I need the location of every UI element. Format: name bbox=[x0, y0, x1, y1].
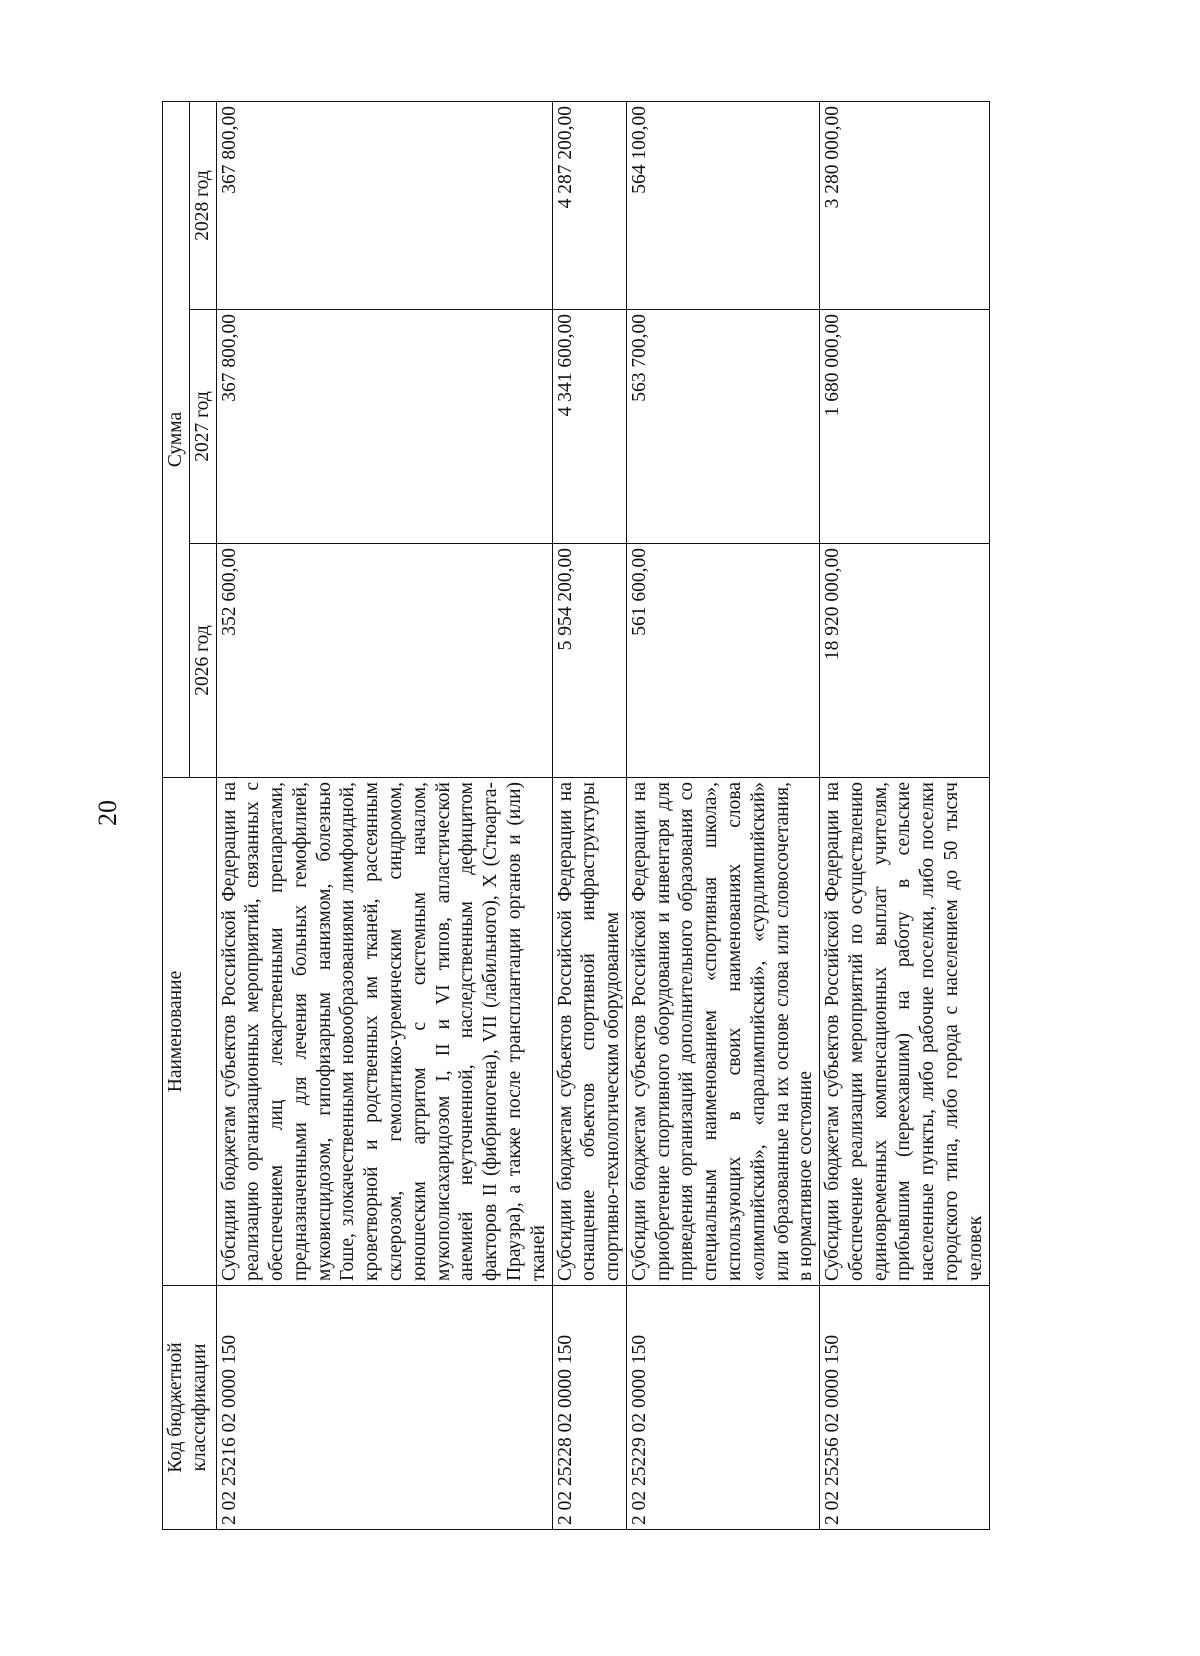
row-name: Субсидии бюджетам субъектов Российской Федерации на оснащение объектов спортивной инфраструктуры спортивно-технологическим оборудованием bbox=[552, 778, 626, 1286]
row-amount-2027: 4 341 600,00 bbox=[552, 310, 626, 544]
row-amount-2026: 352 600,00 bbox=[216, 544, 552, 778]
column-header-year-2026: 2026 год bbox=[189, 544, 216, 778]
row-amount-2027: 1 680 000,00 bbox=[820, 310, 989, 544]
table-row bbox=[626, 102, 819, 1530]
column-header-sum: Сумма bbox=[163, 102, 190, 778]
row-amount-2026: 561 600,00 bbox=[626, 544, 819, 778]
row-name: Субсидии бюджетам субъектов Российской Федерации на обеспечение реализации мероприятий по осуществлению единовременных компенсационных выплат учителям, прибывшим (переехавшим) на работу в сельские населенные пункты, либо рабочие поселки, либо поселки городского типа, либо города с населением до 50 тысяч человек bbox=[820, 778, 989, 1286]
table-row bbox=[820, 102, 989, 1530]
column-header-year-2027: 2027 год bbox=[189, 310, 216, 544]
table-row bbox=[216, 102, 552, 1530]
row-amount-2026: 5 954 200,00 bbox=[552, 544, 626, 778]
row-amount-2028: 564 100,00 bbox=[626, 102, 819, 310]
row-name: Субсидии бюджетам субъектов Российской Федерации на приобретение спортивного оборудования и инвентаря для приведения организаций дополнительного образования со специальным наименованием «спортивная школа», использующих в своих наименованиях слова «олимпийский», «паралимпийский», «сурдлимпийский» или образованные на их основе слова или словосочетания, в нормативное состояние bbox=[626, 778, 819, 1286]
rotated-table-container bbox=[162, 102, 1162, 1530]
row-amount-2028: 3 280 000,00 bbox=[820, 102, 989, 310]
row-amount-2026: 18 920 000,00 bbox=[820, 544, 989, 778]
table-header-row bbox=[163, 102, 190, 1530]
page-number: 20 bbox=[93, 800, 122, 826]
row-code: 2 02 25256 02 0000 150 bbox=[820, 1286, 989, 1530]
row-code: 2 02 25229 02 0000 150 bbox=[626, 1286, 819, 1530]
column-header-name: Наименование bbox=[163, 778, 217, 1286]
row-amount-2027: 563 700,00 bbox=[626, 310, 819, 544]
row-name: Субсидии бюджетам субъектов Российской Федерации на реализацию организационных мероприятий, связанных с обеспечением лиц лекарственными препаратами, предназначенными для лечения больных гемофилией, муковисцидозом, гипофизарным нанизмом, болезнью Гоше, злокачественными новообразованиями лимфоидной, кроветворной и родственных им тканей, рассеянным склерозом, гемолитико-уремическим синдромом, юношеским артритом с системным началом, мукополисахаридозом I, II и VI типов, апластической анемией неуточненной, наследственным дефицитом факторов II (фибриногена), VII (лабильного), X (Стюарта-Праузра), а также после трансплантации органов и (или) тканей bbox=[216, 778, 552, 1286]
column-header-code: Код бюджетной классификации bbox=[163, 1286, 217, 1530]
budget-table bbox=[162, 101, 990, 1530]
row-code: 2 02 25216 02 0000 150 bbox=[216, 1286, 552, 1530]
row-amount-2028: 367 800,00 bbox=[216, 102, 552, 310]
table-row bbox=[552, 102, 626, 1530]
column-header-year-2028: 2028 год bbox=[189, 102, 216, 310]
row-code: 2 02 25228 02 0000 150 bbox=[552, 1286, 626, 1530]
row-amount-2028: 4 287 200,00 bbox=[552, 102, 626, 310]
row-amount-2027: 367 800,00 bbox=[216, 310, 552, 544]
